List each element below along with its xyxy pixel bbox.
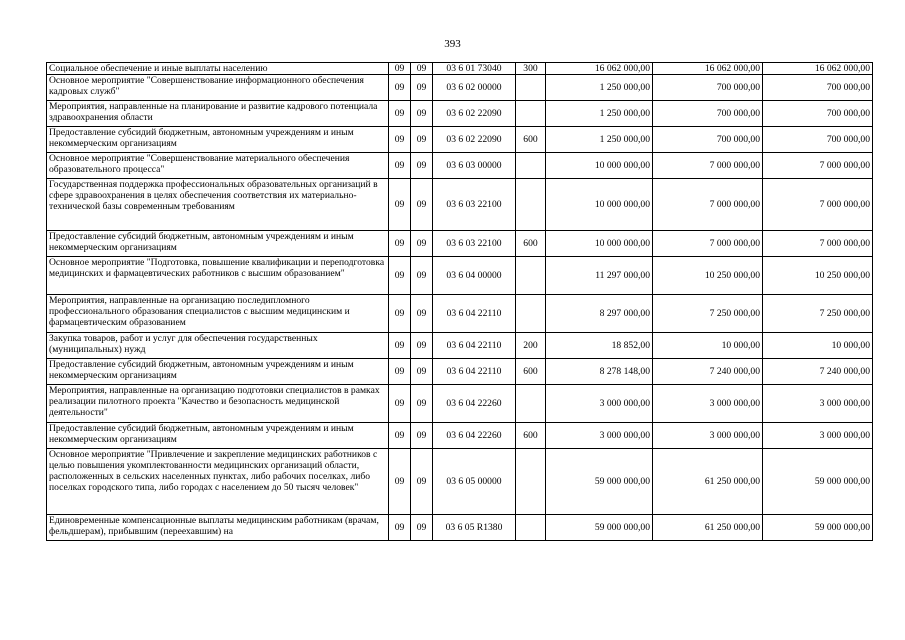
row-target-article: 03 6 05 R1380 xyxy=(433,515,516,541)
table-row xyxy=(47,257,873,295)
row-amount-year-1: 10 000 000,00 xyxy=(546,153,653,179)
row-subsection: 09 xyxy=(411,75,433,101)
row-name: Социальное обеспечение и иные выплаты населению xyxy=(47,63,389,75)
row-subsection: 09 xyxy=(411,257,433,295)
row-amount-year-3: 59 000 000,00 xyxy=(763,515,873,541)
row-name: Предоставление субсидий бюджетным, автономным учреждениям и иным некоммерческим организациям xyxy=(47,127,389,153)
row-target-article: 03 6 04 22260 xyxy=(433,385,516,423)
row-amount-year-2: 3 000 000,00 xyxy=(653,423,763,449)
row-amount-year-1: 59 000 000,00 xyxy=(546,449,653,515)
row-amount-year-2: 10 250 000,00 xyxy=(653,257,763,295)
row-amount-year-1: 8 297 000,00 xyxy=(546,295,653,333)
row-amount-year-3: 10 250 000,00 xyxy=(763,257,873,295)
row-section: 09 xyxy=(389,385,411,423)
row-expense-type xyxy=(516,101,546,127)
budget-table xyxy=(46,62,873,541)
row-amount-year-1: 8 278 148,00 xyxy=(546,359,653,385)
row-subsection: 09 xyxy=(411,423,433,449)
row-amount-year-1: 11 297 000,00 xyxy=(546,257,653,295)
row-amount-year-3: 700 000,00 xyxy=(763,127,873,153)
table-row xyxy=(47,333,873,359)
row-amount-year-1: 59 000 000,00 xyxy=(546,515,653,541)
row-section: 09 xyxy=(389,295,411,333)
row-amount-year-2: 10 000,00 xyxy=(653,333,763,359)
table-row xyxy=(47,385,873,423)
row-expense-type xyxy=(516,179,546,231)
row-amount-year-2: 3 000 000,00 xyxy=(653,385,763,423)
row-expense-type: 200 xyxy=(516,333,546,359)
row-amount-year-1: 1 250 000,00 xyxy=(546,127,653,153)
row-target-article: 03 6 04 22260 xyxy=(433,423,516,449)
row-section: 09 xyxy=(389,153,411,179)
row-subsection: 09 xyxy=(411,231,433,257)
row-amount-year-3: 7 240 000,00 xyxy=(763,359,873,385)
table-row xyxy=(47,449,873,515)
row-expense-type xyxy=(516,515,546,541)
row-amount-year-1: 10 000 000,00 xyxy=(546,231,653,257)
row-subsection: 09 xyxy=(411,385,433,423)
row-target-article: 03 6 04 22110 xyxy=(433,359,516,385)
table-row xyxy=(47,63,873,75)
row-amount-year-3: 7 000 000,00 xyxy=(763,153,873,179)
table-row xyxy=(47,75,873,101)
row-amount-year-3: 3 000 000,00 xyxy=(763,423,873,449)
row-amount-year-1: 10 000 000,00 xyxy=(546,179,653,231)
row-expense-type xyxy=(516,449,546,515)
row-amount-year-1: 18 852,00 xyxy=(546,333,653,359)
row-subsection: 09 xyxy=(411,333,433,359)
row-subsection: 09 xyxy=(411,449,433,515)
row-name: Предоставление субсидий бюджетным, автономным учреждениям и иным некоммерческим организациям xyxy=(47,359,389,385)
row-section: 09 xyxy=(389,359,411,385)
table-row xyxy=(47,231,873,257)
row-target-article: 03 6 02 00000 xyxy=(433,75,516,101)
table-row xyxy=(47,295,873,333)
row-subsection: 09 xyxy=(411,295,433,333)
row-subsection: 09 xyxy=(411,515,433,541)
row-target-article: 03 6 03 00000 xyxy=(433,153,516,179)
row-subsection: 09 xyxy=(411,153,433,179)
row-amount-year-1: 1 250 000,00 xyxy=(546,75,653,101)
row-name: Единовременные компенсационные выплаты медицинским работникам (врачам, фельдшерам), прибывшим (переехавшим) на xyxy=(47,515,389,541)
row-expense-type xyxy=(516,75,546,101)
row-amount-year-3: 7 000 000,00 xyxy=(763,231,873,257)
row-amount-year-3: 59 000 000,00 xyxy=(763,449,873,515)
row-amount-year-2: 7 240 000,00 xyxy=(653,359,763,385)
row-amount-year-3: 7 000 000,00 xyxy=(763,179,873,231)
row-target-article: 03 6 03 22100 xyxy=(433,231,516,257)
table-row xyxy=(47,359,873,385)
row-subsection: 09 xyxy=(411,179,433,231)
row-subsection: 09 xyxy=(411,359,433,385)
row-expense-type: 600 xyxy=(516,231,546,257)
row-name: Закупка товаров, работ и услуг для обеспечения государственных (муниципальных) нужд xyxy=(47,333,389,359)
row-amount-year-3: 16 062 000,00 xyxy=(763,63,873,75)
row-section: 09 xyxy=(389,423,411,449)
row-amount-year-1: 1 250 000,00 xyxy=(546,101,653,127)
table-row xyxy=(47,153,873,179)
row-name: Основное мероприятие "Совершенствование информационного обеспечения кадровых служб" xyxy=(47,75,389,101)
row-subsection: 09 xyxy=(411,101,433,127)
row-target-article: 03 6 02 22090 xyxy=(433,101,516,127)
row-amount-year-2: 700 000,00 xyxy=(653,127,763,153)
row-amount-year-3: 700 000,00 xyxy=(763,75,873,101)
row-expense-type xyxy=(516,295,546,333)
row-section: 09 xyxy=(389,75,411,101)
row-expense-type: 300 xyxy=(516,63,546,75)
page-number: 393 xyxy=(444,38,461,50)
row-section: 09 xyxy=(389,179,411,231)
row-amount-year-2: 61 250 000,00 xyxy=(653,515,763,541)
row-target-article: 03 6 01 73040 xyxy=(433,63,516,75)
row-expense-type: 600 xyxy=(516,423,546,449)
row-section: 09 xyxy=(389,231,411,257)
row-amount-year-3: 700 000,00 xyxy=(763,101,873,127)
row-name: Мероприятия, направленные на организацию последипломного профессионального образования специалистов с высшим медицинским и фармацевтическим образованием xyxy=(47,295,389,333)
row-section: 09 xyxy=(389,101,411,127)
row-expense-type xyxy=(516,257,546,295)
table-row xyxy=(47,179,873,231)
row-amount-year-2: 61 250 000,00 xyxy=(653,449,763,515)
budget-table-body xyxy=(47,63,873,541)
row-expense-type xyxy=(516,385,546,423)
row-amount-year-2: 16 062 000,00 xyxy=(653,63,763,75)
row-name: Мероприятия, направленные на организацию подготовки специалистов в рамках реализации пилотного проекта "Качество и безопасность медицинской деятельности" xyxy=(47,385,389,423)
table-row xyxy=(47,101,873,127)
row-name: Предоставление субсидий бюджетным, автономным учреждениям и иным некоммерческим организациям xyxy=(47,423,389,449)
row-amount-year-2: 7 000 000,00 xyxy=(653,231,763,257)
row-amount-year-3: 10 000,00 xyxy=(763,333,873,359)
row-subsection: 09 xyxy=(411,63,433,75)
row-expense-type: 600 xyxy=(516,127,546,153)
row-target-article: 03 6 05 00000 xyxy=(433,449,516,515)
row-amount-year-2: 7 000 000,00 xyxy=(653,179,763,231)
row-expense-type: 600 xyxy=(516,359,546,385)
row-amount-year-1: 3 000 000,00 xyxy=(546,423,653,449)
row-name: Мероприятия, направленные на планирование и развитие кадрового потенциала здравоохранения области xyxy=(47,101,389,127)
row-target-article: 03 6 04 00000 xyxy=(433,257,516,295)
row-target-article: 03 6 02 22090 xyxy=(433,127,516,153)
row-amount-year-3: 3 000 000,00 xyxy=(763,385,873,423)
table-row xyxy=(47,515,873,541)
row-section: 09 xyxy=(389,127,411,153)
row-name: Основное мероприятие "Подготовка, повышение квалификации и переподготовка медицинских и фармацевтических работников с высшим образованием" xyxy=(47,257,389,295)
row-amount-year-2: 7 250 000,00 xyxy=(653,295,763,333)
table-row xyxy=(47,423,873,449)
table-row xyxy=(47,127,873,153)
row-amount-year-1: 3 000 000,00 xyxy=(546,385,653,423)
row-amount-year-1: 16 062 000,00 xyxy=(546,63,653,75)
row-section: 09 xyxy=(389,63,411,75)
row-section: 09 xyxy=(389,333,411,359)
row-subsection: 09 xyxy=(411,127,433,153)
row-name: Предоставление субсидий бюджетным, автономным учреждениям и иным некоммерческим организациям xyxy=(47,231,389,257)
row-amount-year-2: 700 000,00 xyxy=(653,75,763,101)
row-amount-year-3: 7 250 000,00 xyxy=(763,295,873,333)
row-amount-year-2: 700 000,00 xyxy=(653,101,763,127)
row-name: Основное мероприятие "Совершенствование материального обеспечения образовательного процесса" xyxy=(47,153,389,179)
row-expense-type xyxy=(516,153,546,179)
row-section: 09 xyxy=(389,449,411,515)
row-amount-year-2: 7 000 000,00 xyxy=(653,153,763,179)
row-name: Государственная поддержка профессиональных образовательных организаций в сфере здравоохранения в целях обеспечения соответствия их материально-технической базы современным требованиям xyxy=(47,179,389,231)
row-section: 09 xyxy=(389,257,411,295)
row-target-article: 03 6 03 22100 xyxy=(433,179,516,231)
row-target-article: 03 6 04 22110 xyxy=(433,295,516,333)
row-target-article: 03 6 04 22110 xyxy=(433,333,516,359)
row-section: 09 xyxy=(389,515,411,541)
row-name: Основное мероприятие "Привлечение и закрепление медицинских работников с целью повышения укомплектованности медицинских организаций области, расположенных в сельских населенных пунктах, либо рабочих поселках, либо поселках городского типа, либо городах с населением до 50 тысяч человек" xyxy=(47,449,389,515)
